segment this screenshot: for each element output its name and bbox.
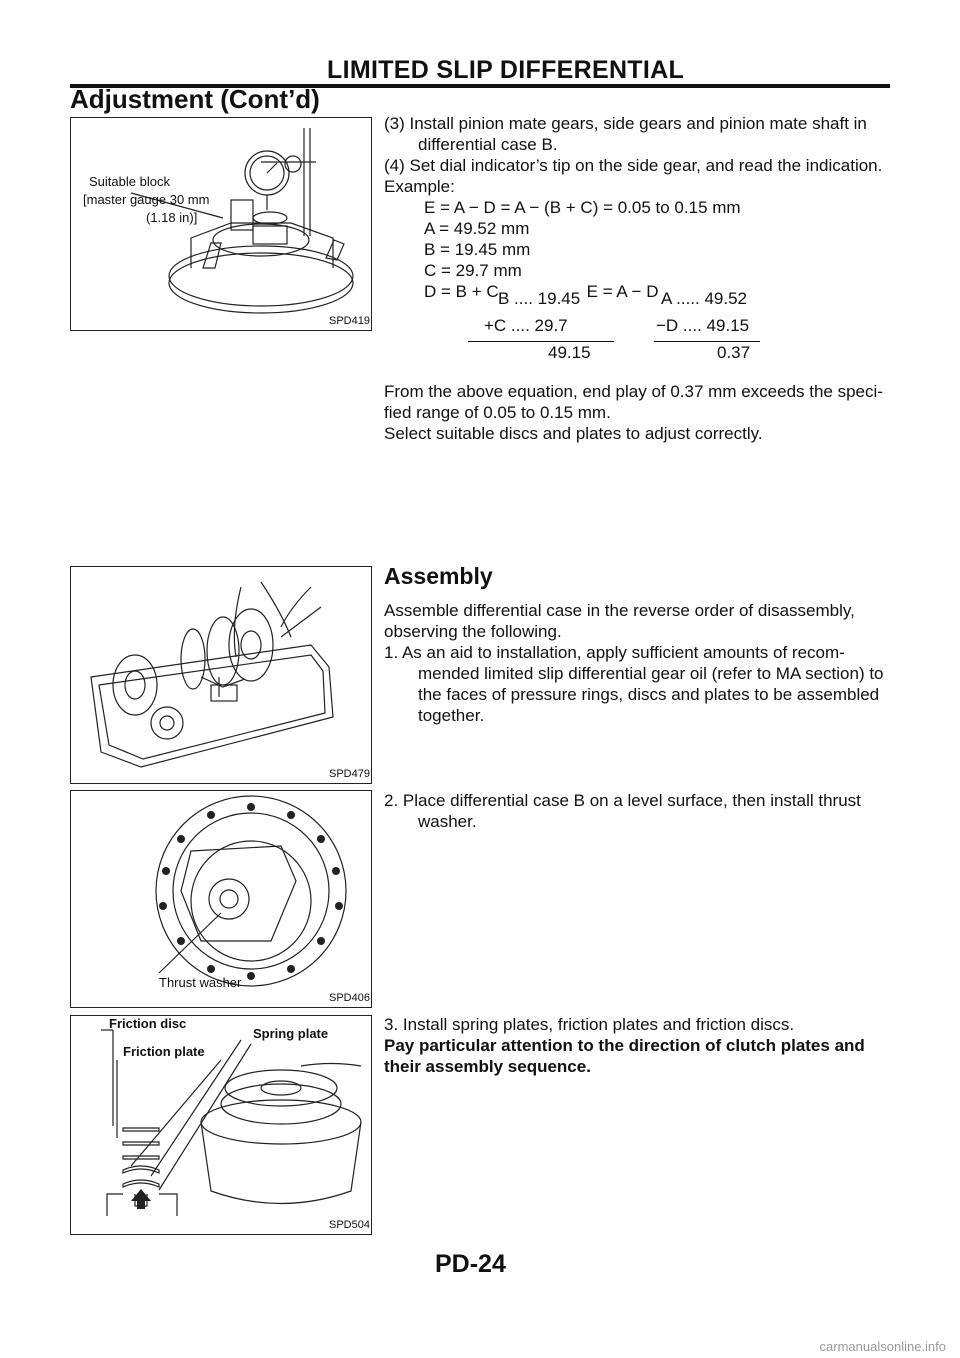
assembly-step-3-block <box>384 1014 890 1077</box>
calc-right-sum: 0.37 <box>717 343 751 362</box>
equation-c: C = 29.7 mm <box>424 261 522 280</box>
calc-right-rule <box>654 341 760 342</box>
example-label: Example: <box>384 177 455 196</box>
calc-left-line-2: +C .... 29.7 <box>484 316 568 335</box>
figure-label-friction-plate: Friction plate <box>123 1044 205 1059</box>
assembly-step-2-block <box>384 790 890 832</box>
equation-b: B = 19.45 mm <box>424 240 531 259</box>
assembly-text <box>384 600 890 726</box>
equation-e: E = A − D = A − (B + C) = 0.05 to 0.15 mm <box>424 198 741 217</box>
equation-d: D = B + C <box>424 282 499 301</box>
conclusion-line-2: fied range of 0.05 to 0.15 mm. <box>384 403 611 422</box>
figure-spd504 <box>70 1015 372 1235</box>
equation-a: A = 49.52 mm <box>424 219 530 238</box>
assembly-step-3-note: Pay particular attention to the direction of clutch plates and their assembly sequence. <box>384 1036 865 1076</box>
figure-label-gauge-inches: (1.18 in)] <box>146 210 198 225</box>
assembly-heading: Assembly <box>384 563 493 589</box>
figure-label-spring-plate: Spring plate <box>253 1026 329 1041</box>
assembly-step-2: 2. Place differential case B on a level surface, then install thrust washer. <box>384 791 861 831</box>
figure-label-suitable-block: Suitable block <box>89 174 170 189</box>
watermark[interactable]: carmanualsonline.info <box>819 1339 946 1354</box>
step-4-text: (4) Set dial indicator’s tip on the side gear, and read the indication. <box>384 156 883 175</box>
calc-right-line-1: A ..... 49.52 <box>661 289 748 308</box>
figure-code: SPD479 <box>329 768 370 780</box>
figure-spd479 <box>70 566 372 784</box>
figure-spd419 <box>70 117 372 331</box>
calc-right-line-2: −D .... 49.15 <box>656 316 750 335</box>
section-title: LIMITED SLIP DIFFERENTIAL <box>327 56 685 84</box>
calc-left-rule <box>468 341 614 342</box>
conclusion-line-3: Select suitable discs and plates to adjust correctly. <box>384 424 763 443</box>
adjustment-text <box>384 113 890 302</box>
page-subtitle: Adjustment (Cont’d) <box>70 84 320 114</box>
figure-code: SPD419 <box>329 315 370 327</box>
assembly-intro: Assemble differential case in the reverse order of disassembly, observing the following. <box>384 601 855 641</box>
page-number: PD-24 <box>435 1250 506 1278</box>
figure-label-master-gauge: [master gauge 30 mm <box>83 192 210 207</box>
calc-left-sum: 49.15 <box>548 343 591 362</box>
step-3-text: (3) Install pinion mate gears, side gears and pinion mate shaft in differential case B. <box>384 114 867 154</box>
figure-label-thrust-washer: Thrust washer <box>159 975 242 990</box>
equation-d-e <box>384 281 890 302</box>
conclusion-text <box>384 381 890 444</box>
equation-e-short: E = A − D <box>586 282 659 301</box>
figure-label-friction-disc: Friction disc <box>109 1016 187 1031</box>
figure-code: SPD504 <box>329 1219 370 1231</box>
conclusion-line-1: From the above equation, end play of 0.37 mm exceeds the speci- <box>384 382 883 401</box>
figure-code: SPD406 <box>329 992 370 1004</box>
assembly-step-1: 1. As an aid to installation, apply sufficient amounts of recom- mended limited slip differential gear oil (refer to MA section) to the faces of pressure rings, discs and plates to be assembled together. <box>384 643 884 725</box>
assembly-step-3: 3. Install spring plates, friction plates and friction discs. <box>384 1015 795 1034</box>
figure-spd406 <box>70 790 372 1008</box>
calc-left-line-1: B .... 19.45 <box>498 289 581 308</box>
